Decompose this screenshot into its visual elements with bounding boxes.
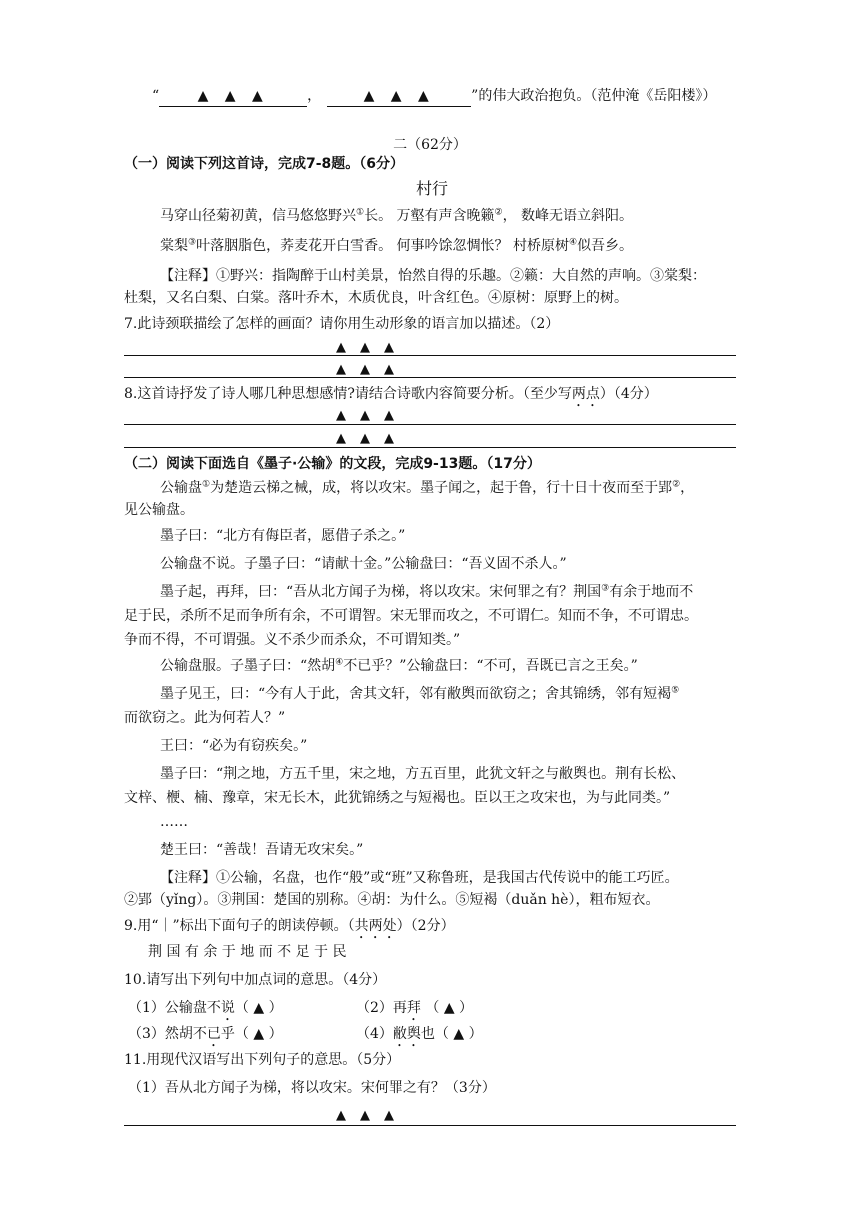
passage-p1-cont: 见公输盘。 — [124, 502, 194, 518]
passage-p8-cont: 文梓、楩、楠、豫章，宋无长木，此犹锦绣之与短褐也。臣以王之攻宋也，为与此同类。” — [124, 790, 671, 806]
answer-line-7b[interactable] — [124, 377, 736, 378]
question-10-item-2: （2）再拜 （ ▲ ） — [356, 1000, 474, 1016]
passage-p8: 墨子曰：“荆之地，方五千里，宋之地，方五百里，此犹文轩之与敝舆也。荆有长松、 — [160, 766, 686, 782]
passage-p4-line2: 足于民，杀所不足而争所有余，不可谓智。宋无罪而攻之，不可谓仁。知而不争，不可谓忠。 — [124, 608, 698, 624]
poem-line-2: 棠梨③叶落胭脂色，荞麦花开白雪香。 何事吟馀忽惆怅？ 村桥原树④似吾乡。 — [160, 237, 634, 254]
answer-mark-7b: ▲▲▲ — [336, 362, 408, 377]
question-10: 10.请写出下列句中加点词的意思。（4分） — [124, 972, 387, 988]
passage-p5: 公输盘服。子墨子曰：“然胡④不已乎？”公输盘曰：“不可，吾既已言之王矣。” — [160, 657, 638, 674]
section-title: 二（62分） — [393, 137, 467, 153]
question-11-item-1: （1）吾从北方闻子为梯，将以攻宋。宋何罪之有？（3分） — [128, 1080, 496, 1096]
answer-blank-2[interactable]: ▲ ▲ ▲ — [327, 86, 471, 107]
question-8: 8.这首诗抒发了诗人哪几种思想感情?请结合诗歌内容简要分析。（至少写两点）（4分） — [124, 386, 658, 402]
poem-note-2: 杜梨，又名白梨、白棠。落叶乔木，木质优良，叶含红色。④原树：原野上的树。 — [124, 290, 628, 306]
question-7: 7.此诗颈联描绘了怎样的画面？请你用生动形象的语言加以描述。（2） — [124, 316, 560, 332]
passage-p7: 王曰：“必为有窃疾矣。” — [160, 738, 308, 754]
answer-line-8b[interactable] — [124, 447, 736, 448]
passage-p1: 公输盘①为楚造云梯之械，成，将以攻宋。墨子闻之，起于鲁，行十日十夜而至于郢②， — [160, 479, 695, 496]
question-11: 11.用现代汉语写出下列句子的意思。（5分） — [124, 1052, 401, 1068]
answer-mark-8b: ▲▲▲ — [336, 431, 408, 446]
passage-note-1: 【注释】①公输，名盘，也作“般”或“班”又称鲁班，是我国古代传说中的能工巧匠。 — [160, 870, 679, 886]
passage-ellipsis: …… — [160, 814, 188, 830]
passage-p4-line3: 争而不得，不可谓强。义不杀少而杀众，不可谓知类。” — [124, 632, 461, 648]
poem-line-1: 马穿山径菊初黄，信马悠悠野兴①长。 万壑有声含晚籁②， 数峰无语立斜阳。 — [160, 207, 634, 224]
answer-line-11[interactable] — [124, 1125, 736, 1126]
answer-mark-7a: ▲▲▲ — [336, 340, 408, 355]
answer-mark-11: ▲▲▲ — [336, 1108, 408, 1123]
question-10-item-3: （3）然胡不已乎（ ▲ ） — [128, 1026, 283, 1042]
part2-heading: （二）阅读下面选自《墨子·公输》的文段，完成9-13题。（17分） — [124, 456, 541, 472]
answer-mark-8a: ▲▲▲ — [336, 408, 408, 423]
question-10-item-4: （4）敝舆也（ ▲ ） — [356, 1026, 483, 1042]
answer-line-7a[interactable] — [124, 355, 736, 356]
answer-blank-1[interactable]: ▲ ▲ ▲ — [159, 86, 307, 107]
part1-heading: （一）阅读下列这首诗，完成7-8题。（6分） — [124, 156, 405, 172]
passage-p4: 墨子起，再拜，曰：“吾从北方闻子为梯，将以攻宋。宋何罪之有？荆国③有余于地而不 — [160, 583, 694, 600]
poem-note-1: 【注释】①野兴：指陶醉于山村美景，怡然自得的乐趣。②籁：大自然的声响。③棠梨： — [160, 268, 706, 284]
question-10-item-1: （1）公输盘不说（ ▲ ） — [128, 1000, 283, 1016]
fill-blank-line: “ ▲ ▲ ▲ ， ▲ ▲ ▲ ”的伟大政治抱负。（范仲淹《岳阳楼》） — [152, 86, 716, 107]
passage-p9: 楚王曰：“善哉！吾请无攻宋矣。” — [160, 842, 364, 858]
passage-p2: 墨子曰：“北方有侮臣者，愿借子杀之。” — [160, 528, 406, 544]
passage-p3: 公输盘不说。子墨子曰：“请献十金。”公输盘曰：“吾义固不杀人。” — [160, 556, 567, 572]
passage-note-2: ②郢（yǐng）。③荆国：楚国的别称。④胡：为什么。⑤短褐（duǎn hè），粗布短衣。 — [124, 892, 660, 908]
passage-p6: 墨子见王，曰：“今有人于此，舍其文轩，邻有敝舆而欲窃之；舍其锦绣，邻有短褐⑤ — [160, 685, 680, 702]
passage-p6-cont: 而欲窃之。此为何若人？” — [124, 710, 286, 726]
poem-title: 村行 — [415, 179, 448, 198]
question-9: 9.用“｜”标出下面句子的朗读停顿。（共两处）（2分） — [124, 918, 455, 934]
question-9-sentence: 荆 国 有 余 于 地 而 不 足 于 民 — [148, 944, 347, 960]
answer-line-8a[interactable] — [124, 424, 736, 425]
